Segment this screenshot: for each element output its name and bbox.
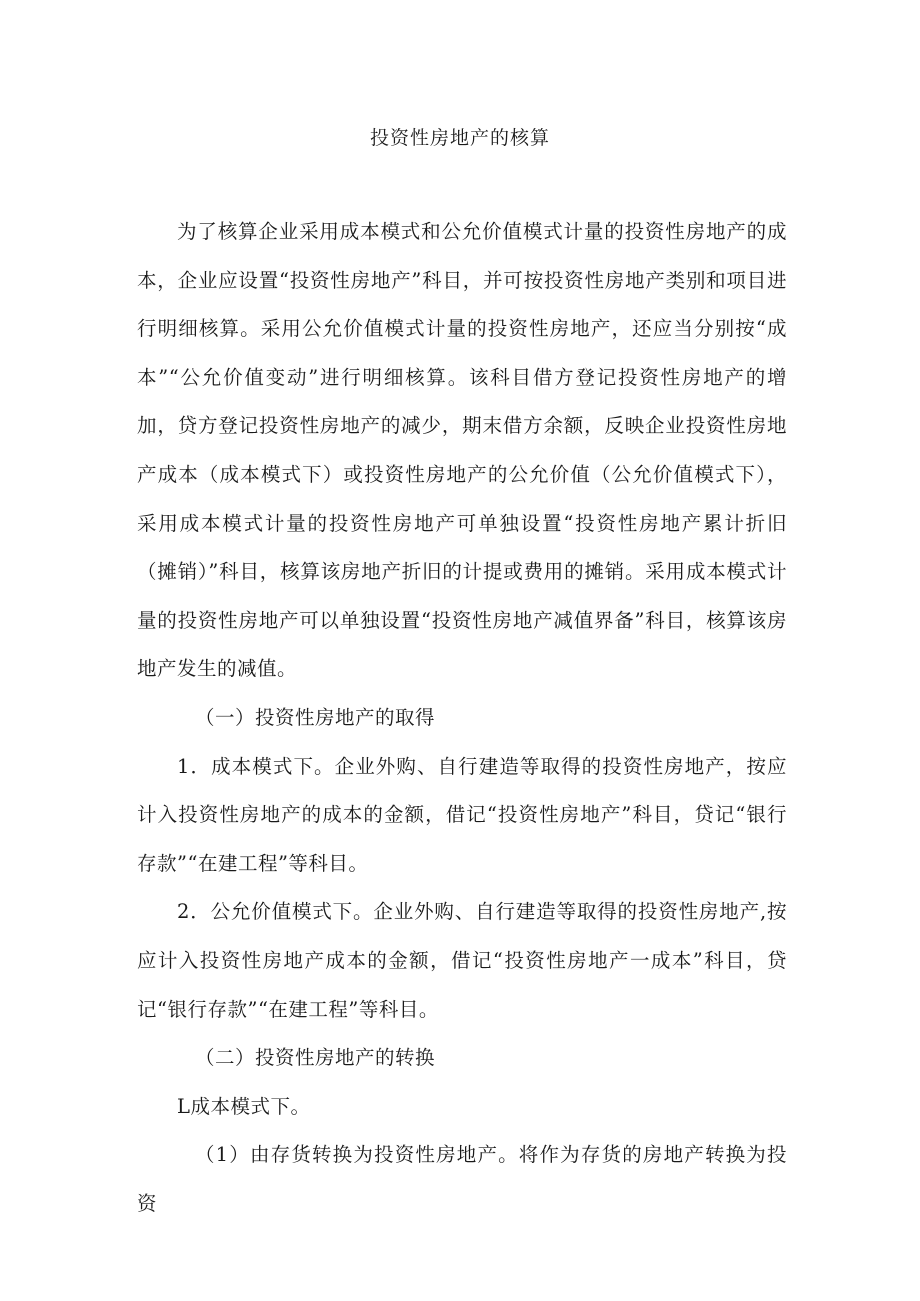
inventory-conversion-paragraph: （1）由存货转换为投资性房地产。将作为存货的房地产转换为投资: [137, 1143, 787, 1215]
cost-model-conversion-heading: L成本模式下。: [177, 1094, 311, 1118]
document-title: 投资性房地产的核算: [369, 127, 550, 149]
cost-model-acquisition-paragraph: 1．成本模式下。企业外购、自行建造等取得的投资性房地产，按应计入投资性房地产的成本的金额，借记“投资性房地产”科目，贷记“银行存款”“在建工程”等科目。: [137, 754, 787, 875]
intro-paragraph: 为了核算企业采用成本模式和公允价值模式计量的投资性房地产的成本，企业应设置“投资性房地产”科目，并可按投资性房地产类别和项目进行明细核算。采用公允价值模式计量的投资性房地产，还应当分别按“成本”“公允价值变动”进行明细核算。该科目借方登记投资性房地产的增加，贷方登记投资性房地产的减少，期末借方余额，反映企业投资性房地产成本（成本模式下）或投资性房地产的公允价值（公允价值模式下），采用成本模式计量的投资性房地产可单独设置“投资性房地产累计折旧（摊销）”科目，核算该房地产折旧的计提或费用的摊销。采用成本模式计量的投资性房地产可以单独设置“投资性房地产减值界备”科目，核算该房地产发生的减值。: [137, 220, 787, 681]
section-heading-conversion: （二）投资性房地产的转换: [195, 1046, 436, 1070]
fair-value-acquisition-paragraph: 2．公允价值模式下。企业外购、自行建造等取得的投资性房地产,按应计入投资性房地产成本的金额，借记“投资性房地产一成本”科目，贷记“银行存款”“在建工程”等科目。: [137, 900, 787, 1021]
document-body: [137, 208, 787, 1228]
section-heading-acquisition: （一）投资性房地产的取得: [195, 705, 436, 729]
